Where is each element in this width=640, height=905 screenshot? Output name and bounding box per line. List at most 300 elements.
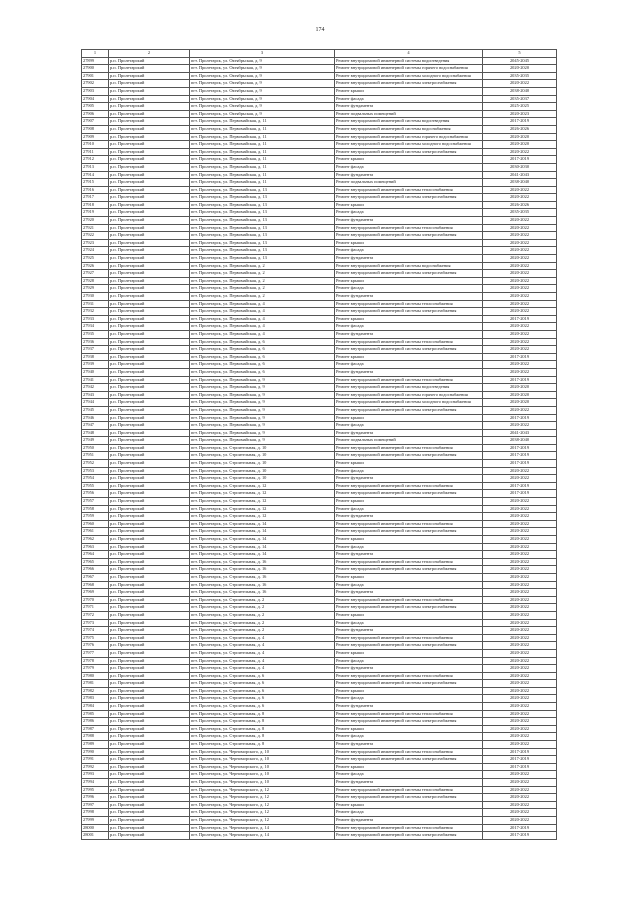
period-cell: 2020-2020 [483, 384, 557, 392]
record-number-cell: 27976 [82, 642, 109, 650]
address-cell: пгт. Пролетарск, ул. Строительная, д. 12 [190, 482, 335, 490]
address-cell: пгт. Пролетарск, ул. Черноморского, д. 10 [190, 771, 335, 779]
record-number-cell: 27905 [82, 103, 109, 111]
settlement-cell: р.п. Пролетарский [109, 376, 190, 384]
period-cell: 2017-2019 [483, 482, 557, 490]
record-number-cell: 27950 [82, 444, 109, 452]
work-type-cell: Ремонт внутридомовой инженерной системы электроснабжения [335, 452, 483, 460]
address-cell: пгт. Пролетарск, ул. Первомайская, д. 13 [190, 224, 335, 232]
table-row [82, 665, 557, 673]
work-type-cell: Ремонт внутридомовой инженерной системы электроснабжения [335, 528, 483, 536]
settlement-cell: р.п. Пролетарский [109, 551, 190, 559]
record-number-cell: 27939 [82, 361, 109, 369]
record-number-cell: 27958 [82, 505, 109, 513]
work-type-cell: Ремонт внутридомовой инженерной системы холодного водоснабжения [335, 399, 483, 407]
period-cell: 2035-2035 [483, 209, 557, 217]
period-cell: 2020-2022 [483, 528, 557, 536]
record-number-cell: 27924 [82, 247, 109, 255]
work-type-cell: Ремонт фасада [335, 581, 483, 589]
table-row [82, 399, 557, 407]
period-cell: 2020-2022 [483, 513, 557, 521]
period-cell: 2020-2022 [483, 657, 557, 665]
period-cell: 2020-2022 [483, 695, 557, 703]
period-cell: 2020-2023 [483, 110, 557, 118]
work-type-cell: Ремонт крыши [335, 353, 483, 361]
work-type-cell: Ремонт внутридомовой инженерной системы электроснабжения [335, 232, 483, 240]
period-cell: 2020-2022 [483, 649, 557, 657]
work-type-cell: Ремонт подвальных помещений [335, 179, 483, 187]
settlement-cell: р.п. Пролетарский [109, 391, 190, 399]
address-cell: пгт. Пролетарск, ул. Первомайская, д. 2 [190, 285, 335, 293]
record-number-cell: 27943 [82, 391, 109, 399]
record-number-cell: 27921 [82, 224, 109, 232]
column-number-4: 4 [335, 50, 483, 58]
record-number-cell: 27957 [82, 498, 109, 506]
record-number-cell: 27899 [82, 57, 109, 65]
work-type-cell: Ремонт фасада [335, 505, 483, 513]
table-row [82, 611, 557, 619]
work-type-cell: Ремонт крыши [335, 649, 483, 657]
period-cell: 2020-2022 [483, 293, 557, 301]
table-row [82, 262, 557, 270]
settlement-cell: р.п. Пролетарский [109, 346, 190, 354]
record-number-cell: 27952 [82, 460, 109, 468]
settlement-cell: р.п. Пролетарский [109, 232, 190, 240]
address-cell: пгт. Пролетарск, ул. Строительная, д. 16 [190, 558, 335, 566]
period-cell: 2020-2022 [483, 475, 557, 483]
settlement-cell: р.п. Пролетарский [109, 703, 190, 711]
record-number-cell: 27974 [82, 627, 109, 635]
table-row [82, 217, 557, 225]
table-row [82, 57, 557, 65]
settlement-cell: р.п. Пролетарский [109, 125, 190, 133]
settlement-cell: р.п. Пролетарский [109, 642, 190, 650]
record-number-cell: 27979 [82, 665, 109, 673]
address-cell: пгт. Пролетарск, ул. Строительная, д. 16 [190, 566, 335, 574]
record-number-cell: 27942 [82, 384, 109, 392]
address-cell: пгт. Пролетарск, ул. Строительная, д. 12 [190, 498, 335, 506]
record-number-cell: 27934 [82, 323, 109, 331]
table-row [82, 627, 557, 635]
address-cell: пгт. Пролетарск, ул. Первомайская, д. 2 [190, 277, 335, 285]
work-type-cell: Ремонт внутридомовой инженерной системы электроснабжения [335, 490, 483, 498]
settlement-cell: р.п. Пролетарский [109, 771, 190, 779]
period-cell: 2020-2022 [483, 801, 557, 809]
address-cell: пгт. Пролетарск, ул. Строительная, д. 10 [190, 444, 335, 452]
address-cell: пгт. Пролетарск, ул. Первомайская, д. 9 [190, 429, 335, 437]
table-row [82, 444, 557, 452]
work-type-cell: Ремонт фундамента [335, 816, 483, 824]
period-cell: 2020-2022 [483, 270, 557, 278]
work-type-cell: Ремонт внутридомовой инженерной системы теплоснабжения [335, 672, 483, 680]
work-type-cell: Ремонт внутридомовой инженерной системы электроснабжения [335, 270, 483, 278]
record-number-cell: 27940 [82, 368, 109, 376]
record-number-cell: 27977 [82, 649, 109, 657]
work-type-cell: Ремонт фундамента [335, 741, 483, 749]
work-type-cell: Ремонт крыши [335, 536, 483, 544]
settlement-cell: р.п. Пролетарский [109, 786, 190, 794]
table-row [82, 558, 557, 566]
settlement-cell: р.п. Пролетарский [109, 657, 190, 665]
address-cell: пгт. Пролетарск, ул. Строительная, д. 2 [190, 604, 335, 612]
period-cell: 2020-2022 [483, 566, 557, 574]
period-cell: 2020-2022 [483, 611, 557, 619]
period-cell: 2020-2022 [483, 406, 557, 414]
work-type-cell: Ремонт фасада [335, 809, 483, 817]
period-cell: 2020-2022 [483, 505, 557, 513]
settlement-cell: р.п. Пролетарский [109, 467, 190, 475]
record-number-cell: 27920 [82, 217, 109, 225]
address-cell: пгт. Пролетарск, ул. Октябрьская, д. 9 [190, 87, 335, 95]
record-number-cell: 27935 [82, 330, 109, 338]
table-row [82, 581, 557, 589]
period-cell: 2020-2022 [483, 771, 557, 779]
work-type-cell: Ремонт фасада [335, 95, 483, 103]
settlement-cell: р.п. Пролетарский [109, 832, 190, 840]
address-cell: пгт. Пролетарск, ул. Строительная, д. 4 [190, 634, 335, 642]
record-number-cell: 27917 [82, 194, 109, 202]
settlement-cell: р.п. Пролетарский [109, 475, 190, 483]
work-type-cell: Ремонт фасада [335, 619, 483, 627]
address-cell: пгт. Пролетарск, ул. Первомайская, д. 11 [190, 125, 335, 133]
period-cell: 2038-2040 [483, 437, 557, 445]
address-cell: пгт. Пролетарск, ул. Строительная, д. 4 [190, 657, 335, 665]
table-row [82, 361, 557, 369]
settlement-cell: р.п. Пролетарский [109, 194, 190, 202]
settlement-cell: р.п. Пролетарский [109, 543, 190, 551]
table-row [82, 741, 557, 749]
settlement-cell: р.п. Пролетарский [109, 520, 190, 528]
table-row [82, 816, 557, 824]
work-type-cell: Ремонт фасада [335, 209, 483, 217]
period-cell: 2020-2020 [483, 141, 557, 149]
settlement-cell: р.п. Пролетарский [109, 665, 190, 673]
address-cell: пгт. Пролетарск, ул. Строительная, д. 14 [190, 536, 335, 544]
table-row [82, 437, 557, 445]
table-row [82, 270, 557, 278]
record-number-cell: 27955 [82, 482, 109, 490]
record-number-cell: 27961 [82, 528, 109, 536]
record-number-cell: 27900 [82, 65, 109, 73]
table-row [82, 232, 557, 240]
work-type-cell: Ремонт фундамента [335, 103, 483, 111]
period-cell: 2017-2019 [483, 490, 557, 498]
work-type-cell: Ремонт внутридомовой инженерной системы электроснабжения [335, 346, 483, 354]
table-row [82, 824, 557, 832]
period-cell: 2017-2019 [483, 315, 557, 323]
settlement-cell: р.п. Пролетарский [109, 627, 190, 635]
address-cell: пгт. Пролетарск, ул. Первомайская, д. 9 [190, 406, 335, 414]
record-number-cell: 27947 [82, 422, 109, 430]
address-cell: пгт. Пролетарск, ул. Октябрьская, д. 9 [190, 80, 335, 88]
work-type-cell: Ремонт фундамента [335, 665, 483, 673]
address-cell: пгт. Пролетарск, ул. Первомайская, д. 4 [190, 308, 335, 316]
table-row [82, 543, 557, 551]
period-cell: 2020-2022 [483, 467, 557, 475]
work-type-cell: Ремонт фасада [335, 771, 483, 779]
period-cell: 2020-2022 [483, 551, 557, 559]
work-type-cell: Ремонт подвальных помещений [335, 110, 483, 118]
work-type-cell: Ремонт крыши [335, 687, 483, 695]
table-row [82, 733, 557, 741]
table-row [82, 809, 557, 817]
record-number-cell: 27941 [82, 376, 109, 384]
table-row [82, 163, 557, 171]
table-row [82, 710, 557, 718]
address-cell: пгт. Пролетарск, ул. Первомайская, д. 9 [190, 376, 335, 384]
record-number-cell: 27918 [82, 201, 109, 209]
address-cell: пгт. Пролетарск, ул. Строительная, д. 4 [190, 649, 335, 657]
period-cell: 2020-2022 [483, 148, 557, 156]
address-cell: пгт. Пролетарск, ул. Первомайская, д. 13 [190, 186, 335, 194]
work-type-cell: Ремонт фасада [335, 247, 483, 255]
settlement-cell: р.п. Пролетарский [109, 498, 190, 506]
register-table [81, 49, 557, 840]
record-number-cell: 27901 [82, 72, 109, 80]
work-type-cell: Ремонт фундамента [335, 293, 483, 301]
work-type-cell: Ремонт фундамента [335, 513, 483, 521]
period-cell: 2017-2019 [483, 748, 557, 756]
period-cell: 2020-2022 [483, 520, 557, 528]
work-type-cell: Ремонт внутридомовой инженерной системы теплоснабжения [335, 710, 483, 718]
address-cell: пгт. Пролетарск, ул. Октябрьская, д. 9 [190, 110, 335, 118]
record-number-cell: 27969 [82, 589, 109, 597]
table-header-row [82, 50, 557, 58]
period-cell: 2017-2019 [483, 460, 557, 468]
settlement-cell: р.п. Пролетарский [109, 65, 190, 73]
address-cell: пгт. Пролетарск, ул. Первомайская, д. 6 [190, 346, 335, 354]
address-cell: пгт. Пролетарск, ул. Строительная, д. 2 [190, 627, 335, 635]
work-type-cell: Ремонт фасада [335, 285, 483, 293]
work-type-cell: Ремонт фундамента [335, 368, 483, 376]
table-row [82, 330, 557, 338]
work-type-cell: Ремонт внутридомовой инженерной системы электроснабжения [335, 194, 483, 202]
work-type-cell: Ремонт внутридомовой инженерной системы электроснабжения [335, 680, 483, 688]
work-type-cell: Ремонт внутридомовой инженерной системы электроснабжения [335, 794, 483, 802]
period-cell: 2020-2022 [483, 498, 557, 506]
table-row [82, 460, 557, 468]
address-cell: пгт. Пролетарск, ул. Первомайская, д. 2 [190, 293, 335, 301]
work-type-cell: Ремонт фундамента [335, 475, 483, 483]
table-row [82, 224, 557, 232]
address-cell: пгт. Пролетарск, ул. Первомайская, д. 2 [190, 270, 335, 278]
record-number-cell: 27922 [82, 232, 109, 240]
period-cell: 2020-2022 [483, 710, 557, 718]
period-cell: 2017-2019 [483, 756, 557, 764]
record-number-cell: 27978 [82, 657, 109, 665]
address-cell: пгт. Пролетарск, ул. Строительная, д. 12 [190, 490, 335, 498]
period-cell: 2017-2019 [483, 824, 557, 832]
address-cell: пгт. Пролетарск, ул. Строительная, д. 12 [190, 513, 335, 521]
address-cell: пгт. Пролетарск, ул. Первомайская, д. 6 [190, 361, 335, 369]
work-type-cell: Ремонт крыши [335, 239, 483, 247]
work-type-cell: Ремонт внутридомовой инженерной системы электроснабжения [335, 642, 483, 650]
work-type-cell: Ремонт фасада [335, 733, 483, 741]
address-cell: пгт. Пролетарск, ул. Черноморского, д. 12 [190, 794, 335, 802]
table-row [82, 604, 557, 612]
table-row [82, 87, 557, 95]
settlement-cell: р.п. Пролетарский [109, 695, 190, 703]
address-cell: пгт. Пролетарск, ул. Первомайская, д. 6 [190, 353, 335, 361]
address-cell: пгт. Пролетарск, ул. Первомайская, д. 4 [190, 315, 335, 323]
period-cell: 2020-2022 [483, 255, 557, 263]
table-row [82, 315, 557, 323]
period-cell: 2020-2022 [483, 581, 557, 589]
work-type-cell: Ремонт фасада [335, 422, 483, 430]
work-type-cell: Ремонт внутридомовой инженерной системы теплоснабжения [335, 338, 483, 346]
settlement-cell: р.п. Пролетарский [109, 368, 190, 376]
address-cell: пгт. Пролетарск, ул. Строительная, д. 8 [190, 725, 335, 733]
address-cell: пгт. Пролетарск, ул. Строительная, д. 10 [190, 460, 335, 468]
period-cell: 2020-2022 [483, 718, 557, 726]
record-number-cell: 27956 [82, 490, 109, 498]
settlement-cell: р.п. Пролетарский [109, 224, 190, 232]
table-row [82, 513, 557, 521]
record-number-cell: 27948 [82, 429, 109, 437]
address-cell: пгт. Пролетарск, ул. Первомайская, д. 4 [190, 323, 335, 331]
record-number-cell: 27985 [82, 710, 109, 718]
address-cell: пгт. Пролетарск, ул. Строительная, д. 2 [190, 611, 335, 619]
period-cell: 2017-2019 [483, 353, 557, 361]
work-type-cell: Ремонт внутридомовой инженерной системы водоснабжения [335, 125, 483, 133]
settlement-cell: р.п. Пролетарский [109, 649, 190, 657]
table-row [82, 300, 557, 308]
table-row [82, 414, 557, 422]
work-type-cell: Ремонт внутридомовой инженерной системы теплоснабжения [335, 596, 483, 604]
period-cell: 2020-2022 [483, 330, 557, 338]
record-number-cell: 27926 [82, 262, 109, 270]
period-cell: 2020-2022 [483, 703, 557, 711]
table-row [82, 346, 557, 354]
record-number-cell: 27997 [82, 801, 109, 809]
record-number-cell: 27988 [82, 733, 109, 741]
period-cell: 2020-2020 [483, 391, 557, 399]
work-type-cell: Ремонт крыши [335, 201, 483, 209]
table-row [82, 156, 557, 164]
settlement-cell: р.п. Пролетарский [109, 733, 190, 741]
settlement-cell: р.п. Пролетарский [109, 156, 190, 164]
address-cell: пгт. Пролетарск, ул. Первомайская, д. 4 [190, 330, 335, 338]
settlement-cell: р.п. Пролетарский [109, 110, 190, 118]
table-row [82, 657, 557, 665]
record-number-cell: 27987 [82, 725, 109, 733]
work-type-cell: Ремонт внутридомовой инженерной системы электроснабжения [335, 148, 483, 156]
work-type-cell: Ремонт внутридомовой инженерной системы электроснабжения [335, 832, 483, 840]
record-number-cell: 27954 [82, 475, 109, 483]
work-type-cell: Ремонт внутридомовой инженерной системы теплоснабжения [335, 520, 483, 528]
record-number-cell: 27980 [82, 672, 109, 680]
settlement-cell: р.п. Пролетарский [109, 103, 190, 111]
table-row [82, 293, 557, 301]
settlement-cell: р.п. Пролетарский [109, 581, 190, 589]
period-cell: 2020-2022 [483, 300, 557, 308]
record-number-cell: 27962 [82, 536, 109, 544]
period-cell: 2020-2022 [483, 627, 557, 635]
work-type-cell: Ремонт внутридомовой инженерной системы теплоснабжения [335, 376, 483, 384]
settlement-cell: р.п. Пролетарский [109, 171, 190, 179]
settlement-cell: р.п. Пролетарский [109, 57, 190, 65]
address-cell: пгт. Пролетарск, ул. Строительная, д. 16 [190, 573, 335, 581]
table-row [82, 649, 557, 657]
record-number-cell: 27973 [82, 619, 109, 627]
settlement-cell: р.п. Пролетарский [109, 536, 190, 544]
work-type-cell: Ремонт крыши [335, 414, 483, 422]
settlement-cell: р.п. Пролетарский [109, 748, 190, 756]
settlement-cell: р.п. Пролетарский [109, 80, 190, 88]
address-cell: пгт. Пролетарск, ул. Первомайская, д. 9 [190, 391, 335, 399]
table-row [82, 368, 557, 376]
work-type-cell: Ремонт фасада [335, 323, 483, 331]
record-number-cell: 27916 [82, 186, 109, 194]
record-number-cell: 27983 [82, 695, 109, 703]
address-cell: пгт. Пролетарск, ул. Строительная, д. 6 [190, 680, 335, 688]
period-cell: 2026-2026 [483, 201, 557, 209]
address-cell: пгт. Пролетарск, ул. Первомайская, д. 11 [190, 171, 335, 179]
table-row [82, 786, 557, 794]
table-row [82, 353, 557, 361]
table-row [82, 239, 557, 247]
table-row [82, 756, 557, 764]
address-cell: пгт. Пролетарск, ул. Черноморского, д. 14 [190, 824, 335, 832]
record-number-cell: 27989 [82, 741, 109, 749]
address-cell: пгт. Пролетарск, ул. Октябрьская, д. 9 [190, 103, 335, 111]
work-type-cell: Ремонт фундамента [335, 589, 483, 597]
settlement-cell: р.п. Пролетарский [109, 687, 190, 695]
address-cell: пгт. Пролетарск, ул. Первомайская, д. 11 [190, 163, 335, 171]
address-cell: пгт. Пролетарск, ул. Строительная, д. 2 [190, 596, 335, 604]
address-cell: пгт. Пролетарск, ул. Черноморского, д. 10 [190, 779, 335, 787]
settlement-cell: р.п. Пролетарский [109, 756, 190, 764]
record-number-cell: 27946 [82, 414, 109, 422]
period-cell: 2020-2020 [483, 133, 557, 141]
record-number-cell: 27984 [82, 703, 109, 711]
table-row [82, 589, 557, 597]
table-row [82, 376, 557, 384]
period-cell: 2020-2022 [483, 368, 557, 376]
address-cell: пгт. Пролетарск, ул. Первомайская, д. 13 [190, 217, 335, 225]
work-type-cell: Ремонт крыши [335, 573, 483, 581]
table-row [82, 110, 557, 118]
settlement-cell: р.п. Пролетарский [109, 95, 190, 103]
record-number-cell: 27913 [82, 163, 109, 171]
settlement-cell: р.п. Пролетарский [109, 247, 190, 255]
table-row [82, 528, 557, 536]
settlement-cell: р.п. Пролетарский [109, 779, 190, 787]
table-row [82, 429, 557, 437]
work-type-cell: Ремонт крыши [335, 801, 483, 809]
period-cell: 2035-2035 [483, 72, 557, 80]
period-cell: 2020-2022 [483, 687, 557, 695]
period-cell: 2020-2022 [483, 725, 557, 733]
period-cell: 2020-2020 [483, 399, 557, 407]
work-type-cell: Ремонт внутридомовой инженерной системы водоотведения [335, 118, 483, 126]
record-number-cell: 27914 [82, 171, 109, 179]
address-cell: пгт. Пролетарск, ул. Первомайская, д. 13 [190, 255, 335, 263]
settlement-cell: р.п. Пролетарский [109, 596, 190, 604]
settlement-cell: р.п. Пролетарский [109, 429, 190, 437]
table-row [82, 141, 557, 149]
record-number-cell: 27964 [82, 551, 109, 559]
work-type-cell: Ремонт крыши [335, 725, 483, 733]
table-row [82, 498, 557, 506]
address-cell: пгт. Пролетарск, ул. Строительная, д. 14 [190, 543, 335, 551]
work-type-cell: Ремонт внутридомовой инженерной системы теплоснабжения [335, 224, 483, 232]
work-type-cell: Ремонт фасада [335, 163, 483, 171]
address-cell: пгт. Пролетарск, ул. Строительная, д. 10 [190, 475, 335, 483]
settlement-cell: р.п. Пролетарский [109, 262, 190, 270]
address-cell: пгт. Пролетарск, ул. Строительная, д. 6 [190, 695, 335, 703]
settlement-cell: р.п. Пролетарский [109, 794, 190, 802]
